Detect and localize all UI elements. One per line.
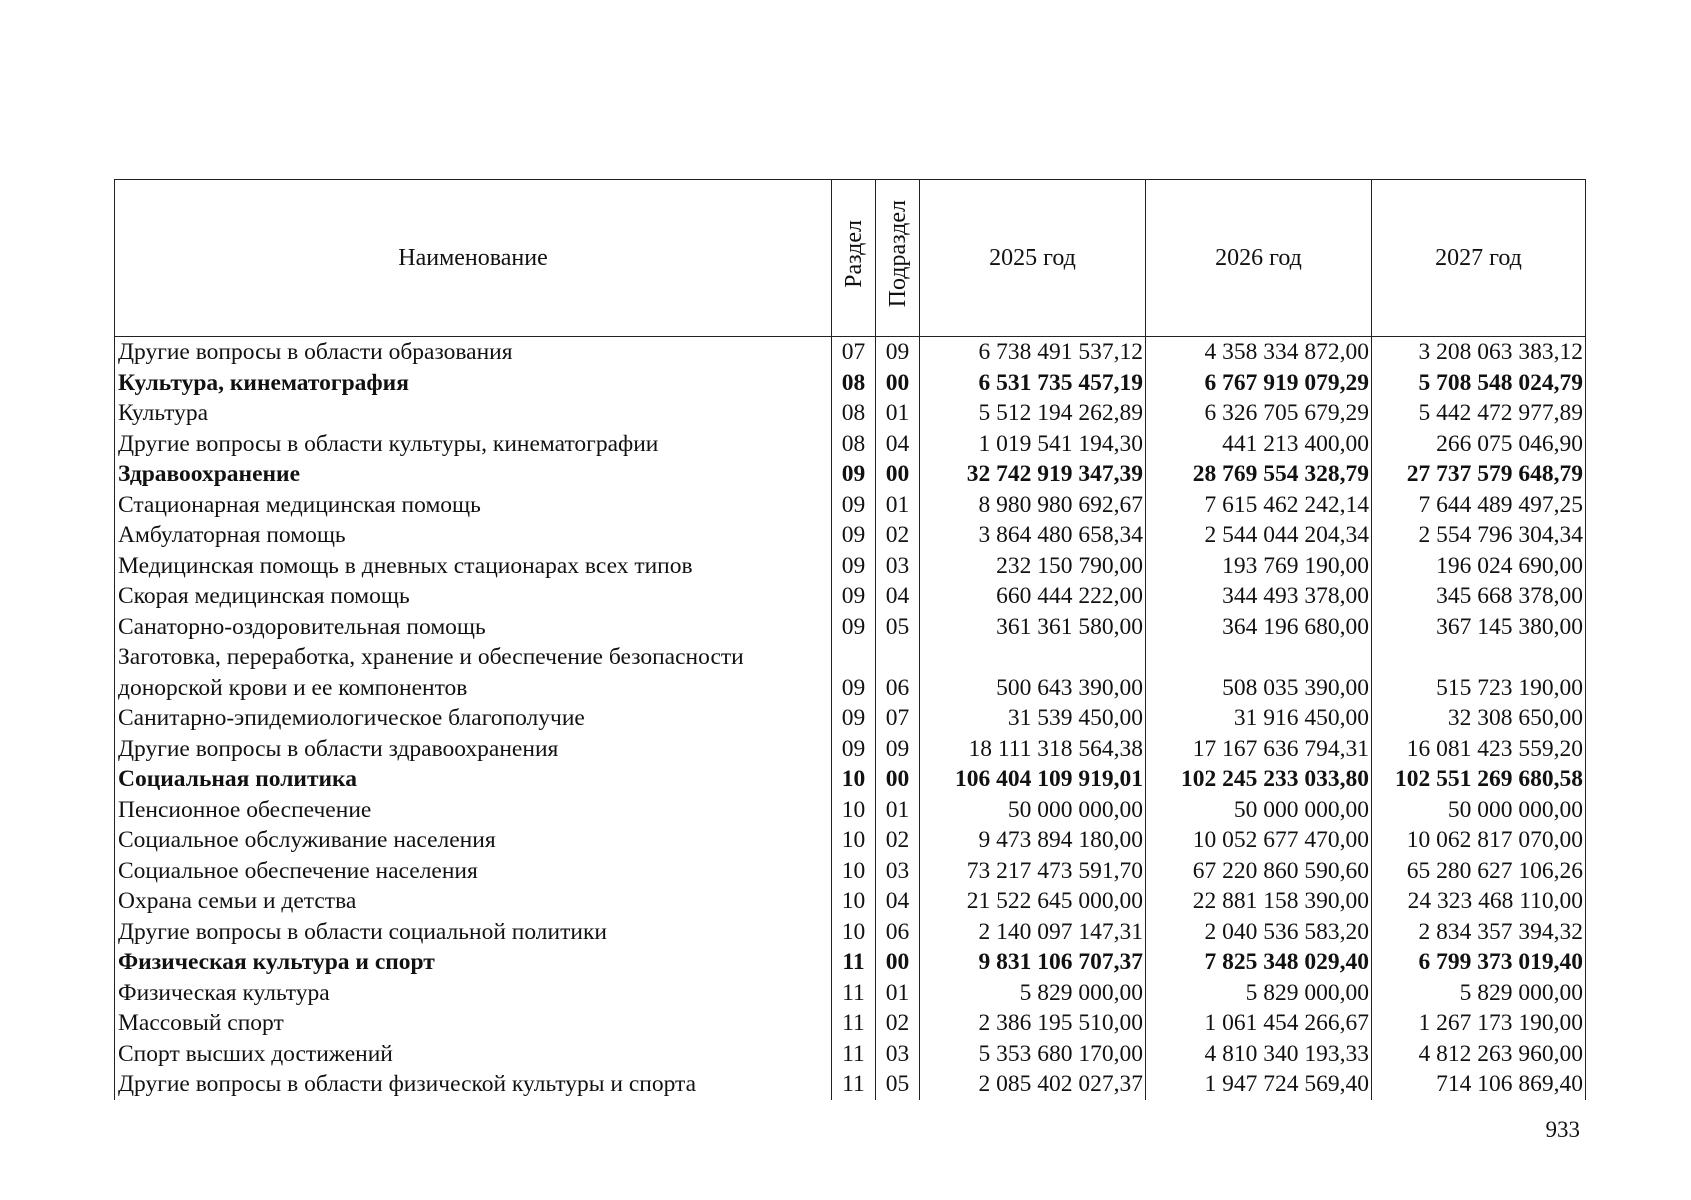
row-name: Социальное обеспечение населения: [115, 856, 832, 887]
row-value-2026: 28 769 554 328,79: [1146, 459, 1372, 490]
row-value-2026: 4 358 334 872,00: [1146, 337, 1372, 368]
table-row: [115, 398, 1586, 429]
row-name: Массовый спорт: [115, 1008, 832, 1039]
row-name: Культура, кинематография: [115, 368, 832, 399]
row-value-2025: 2 386 195 510,00: [920, 1008, 1146, 1039]
row-value-2026: 441 213 400,00: [1146, 429, 1372, 460]
row-podrazdel: 01: [876, 490, 920, 521]
row-value-2026: 364 196 680,00: [1146, 612, 1372, 643]
row-value-2026: 22 881 158 390,00: [1146, 886, 1372, 917]
row-razdel: 10: [832, 886, 876, 917]
page-number: 933: [1545, 1117, 1580, 1142]
row-value-2027: 266 075 046,90: [1372, 429, 1586, 460]
table-row: [115, 825, 1586, 856]
header-name: Наименование: [115, 180, 832, 337]
row-value-2025: 6 531 735 457,19: [920, 368, 1146, 399]
table-row: [115, 917, 1586, 948]
row-razdel: 11: [832, 978, 876, 1009]
row-value-2025: 5 829 000,00: [920, 978, 1146, 1009]
row-name: Физическая культура и спорт: [115, 947, 832, 978]
table-row: [115, 429, 1586, 460]
row-value-2026: 6 767 919 079,29: [1146, 368, 1372, 399]
table-row: [115, 490, 1586, 521]
row-value-2027: 3 208 063 383,12: [1372, 337, 1586, 368]
row-value-2025: 2 140 097 147,31: [920, 917, 1146, 948]
row-name: Социальное обслуживание населения: [115, 825, 832, 856]
row-razdel: 11: [832, 1039, 876, 1070]
row-value-2025: 361 361 580,00: [920, 612, 1146, 643]
row-value-2027: 714 106 869,40: [1372, 1069, 1586, 1100]
row-podrazdel: 00: [876, 459, 920, 490]
table-row: [115, 612, 1586, 643]
row-value-2027: 5 442 472 977,89: [1372, 398, 1586, 429]
table-row: [115, 1069, 1586, 1100]
row-value-2025: 50 000 000,00: [920, 795, 1146, 826]
row-value-2025: 2 085 402 027,37: [920, 1069, 1146, 1100]
row-name: Скорая медицинская помощь: [115, 581, 832, 612]
table-body: [115, 337, 1586, 1100]
row-value-2027: 2 554 796 304,34: [1372, 520, 1586, 551]
row-razdel: 08: [832, 429, 876, 460]
budget-table: [114, 179, 1586, 1100]
table-row: [115, 978, 1586, 1009]
header-year-2026: 2026 год: [1146, 180, 1372, 337]
table-row: [115, 886, 1586, 917]
row-value-2025: [920, 642, 1146, 673]
row-value-2025: 18 111 318 564,38: [920, 734, 1146, 765]
header-year-2027: 2027 год: [1372, 180, 1586, 337]
row-name: Другие вопросы в области здравоохранения: [115, 734, 832, 765]
header-row: [115, 180, 1586, 337]
row-name: Спорт высших достижений: [115, 1039, 832, 1070]
header-razdel: [832, 180, 876, 337]
row-name: Амбулаторная помощь: [115, 520, 832, 551]
row-name: Пенсионное обеспечение: [115, 795, 832, 826]
row-name: Стационарная медицинская помощь: [115, 490, 832, 521]
table-row: [115, 551, 1586, 582]
row-podrazdel: 03: [876, 856, 920, 887]
row-razdel: 10: [832, 856, 876, 887]
row-value-2025: 5 512 194 262,89: [920, 398, 1146, 429]
row-name: донорской крови и ее компонентов: [115, 673, 832, 704]
row-podrazdel: [876, 642, 920, 673]
row-podrazdel: 01: [876, 398, 920, 429]
header-podrazdel-label: Подраздел: [884, 200, 911, 308]
row-razdel: 10: [832, 795, 876, 826]
row-value-2026: 6 326 705 679,29: [1146, 398, 1372, 429]
row-name: Другие вопросы в области образования: [115, 337, 832, 368]
row-value-2025: 9 473 894 180,00: [920, 825, 1146, 856]
table-row: [115, 459, 1586, 490]
row-razdel: [832, 642, 876, 673]
header-year-2025: 2025 год: [920, 180, 1146, 337]
row-value-2025: 6 738 491 537,12: [920, 337, 1146, 368]
table-row: [115, 703, 1586, 734]
row-podrazdel: 00: [876, 764, 920, 795]
row-razdel: 09: [832, 551, 876, 582]
row-podrazdel: 05: [876, 612, 920, 643]
row-podrazdel: 04: [876, 429, 920, 460]
row-value-2025: 21 522 645 000,00: [920, 886, 1146, 917]
table-row: [115, 673, 1586, 704]
row-name: Санитарно-эпидемиологическое благополучие: [115, 703, 832, 734]
row-value-2026: 17 167 636 794,31: [1146, 734, 1372, 765]
row-value-2026: 7 615 462 242,14: [1146, 490, 1372, 521]
row-name: Охрана семьи и детства: [115, 886, 832, 917]
row-value-2026: 1 947 724 569,40: [1146, 1069, 1372, 1100]
row-razdel: 10: [832, 764, 876, 795]
table-row: [115, 734, 1586, 765]
row-name: Санаторно-оздоровительная помощь: [115, 612, 832, 643]
row-podrazdel: 09: [876, 734, 920, 765]
row-podrazdel: 04: [876, 886, 920, 917]
row-name: Культура: [115, 398, 832, 429]
row-podrazdel: 02: [876, 1008, 920, 1039]
row-value-2027: 367 145 380,00: [1372, 612, 1586, 643]
row-value-2027: 32 308 650,00: [1372, 703, 1586, 734]
row-podrazdel: 06: [876, 673, 920, 704]
row-value-2026: 344 493 378,00: [1146, 581, 1372, 612]
row-value-2026: 2 544 044 204,34: [1146, 520, 1372, 551]
row-razdel: 11: [832, 1069, 876, 1100]
row-podrazdel: 09: [876, 337, 920, 368]
row-podrazdel: 02: [876, 825, 920, 856]
row-value-2026: [1146, 642, 1372, 673]
row-value-2025: 1 019 541 194,30: [920, 429, 1146, 460]
row-podrazdel: 02: [876, 520, 920, 551]
row-podrazdel: 01: [876, 978, 920, 1009]
header-podrazdel: [876, 180, 920, 337]
row-value-2027: 50 000 000,00: [1372, 795, 1586, 826]
header-razdel-label: Раздел: [840, 220, 867, 288]
row-value-2025: 8 980 980 692,67: [920, 490, 1146, 521]
table-row: [115, 581, 1586, 612]
row-razdel: 09: [832, 581, 876, 612]
row-value-2027: 7 644 489 497,25: [1372, 490, 1586, 521]
row-razdel: 09: [832, 734, 876, 765]
row-podrazdel: 07: [876, 703, 920, 734]
row-razdel: 09: [832, 612, 876, 643]
row-razdel: 10: [832, 825, 876, 856]
row-value-2027: 102 551 269 680,58: [1372, 764, 1586, 795]
row-value-2027: [1372, 642, 1586, 673]
table-row: [115, 520, 1586, 551]
row-razdel: 07: [832, 337, 876, 368]
row-razdel: 09: [832, 490, 876, 521]
row-name: Здравоохранение: [115, 459, 832, 490]
row-value-2026: 102 245 233 033,80: [1146, 764, 1372, 795]
table-header: [115, 180, 1586, 337]
row-value-2025: 9 831 106 707,37: [920, 947, 1146, 978]
row-value-2026: 5 829 000,00: [1146, 978, 1372, 1009]
row-podrazdel: 00: [876, 368, 920, 399]
row-value-2027: 6 799 373 019,40: [1372, 947, 1586, 978]
row-name: Другие вопросы в области социальной политики: [115, 917, 832, 948]
row-value-2027: 16 081 423 559,20: [1372, 734, 1586, 765]
row-value-2026: 67 220 860 590,60: [1146, 856, 1372, 887]
row-razdel: 08: [832, 398, 876, 429]
row-podrazdel: 00: [876, 947, 920, 978]
row-razdel: 09: [832, 673, 876, 704]
row-value-2025: 31 539 450,00: [920, 703, 1146, 734]
row-name: Другие вопросы в области физической культуры и спорта: [115, 1069, 832, 1100]
table-row: [115, 947, 1586, 978]
row-value-2026: 2 040 536 583,20: [1146, 917, 1372, 948]
table-row: [115, 1008, 1586, 1039]
row-value-2027: 5 829 000,00: [1372, 978, 1586, 1009]
row-podrazdel: 04: [876, 581, 920, 612]
row-razdel: 09: [832, 703, 876, 734]
row-value-2027: 4 812 263 960,00: [1372, 1039, 1586, 1070]
row-value-2026: 508 035 390,00: [1146, 673, 1372, 704]
row-value-2027: 345 668 378,00: [1372, 581, 1586, 612]
row-razdel: 10: [832, 917, 876, 948]
row-podrazdel: 03: [876, 551, 920, 582]
row-value-2025: 32 742 919 347,39: [920, 459, 1146, 490]
row-name: Физическая культура: [115, 978, 832, 1009]
row-value-2026: 10 052 677 470,00: [1146, 825, 1372, 856]
row-value-2025: 73 217 473 591,70: [920, 856, 1146, 887]
row-podrazdel: 06: [876, 917, 920, 948]
row-name: Другие вопросы в области культуры, кинематографии: [115, 429, 832, 460]
row-value-2027: 10 062 817 070,00: [1372, 825, 1586, 856]
row-podrazdel: 03: [876, 1039, 920, 1070]
row-value-2026: 1 061 454 266,67: [1146, 1008, 1372, 1039]
row-value-2027: 27 737 579 648,79: [1372, 459, 1586, 490]
row-value-2025: 232 150 790,00: [920, 551, 1146, 582]
row-value-2026: 31 916 450,00: [1146, 703, 1372, 734]
row-value-2026: 193 769 190,00: [1146, 551, 1372, 582]
row-razdel: 11: [832, 947, 876, 978]
row-value-2026: 7 825 348 029,40: [1146, 947, 1372, 978]
row-value-2025: 500 643 390,00: [920, 673, 1146, 704]
table-row: [115, 642, 1586, 673]
row-name: Заготовка, переработка, хранение и обеспечение безопасности: [115, 642, 832, 673]
row-podrazdel: 05: [876, 1069, 920, 1100]
row-value-2026: 4 810 340 193,33: [1146, 1039, 1372, 1070]
row-value-2027: 24 323 468 110,00: [1372, 886, 1586, 917]
row-value-2026: 50 000 000,00: [1146, 795, 1372, 826]
table-row: [115, 856, 1586, 887]
table-row: [115, 337, 1586, 368]
row-value-2027: 2 834 357 394,32: [1372, 917, 1586, 948]
row-name: Медицинская помощь в дневных стационарах всех типов: [115, 551, 832, 582]
row-value-2027: 1 267 173 190,00: [1372, 1008, 1586, 1039]
row-value-2025: 660 444 222,00: [920, 581, 1146, 612]
table-row: [115, 764, 1586, 795]
row-value-2025: 106 404 109 919,01: [920, 764, 1146, 795]
table-row: [115, 368, 1586, 399]
row-razdel: 09: [832, 459, 876, 490]
row-podrazdel: 01: [876, 795, 920, 826]
row-name: Социальная политика: [115, 764, 832, 795]
row-razdel: 09: [832, 520, 876, 551]
row-value-2025: 3 864 480 658,34: [920, 520, 1146, 551]
row-value-2027: 515 723 190,00: [1372, 673, 1586, 704]
row-value-2027: 196 024 690,00: [1372, 551, 1586, 582]
row-razdel: 11: [832, 1008, 876, 1039]
row-value-2025: 5 353 680 170,00: [920, 1039, 1146, 1070]
table-row: [115, 795, 1586, 826]
row-razdel: 08: [832, 368, 876, 399]
row-value-2027: 65 280 627 106,26: [1372, 856, 1586, 887]
row-value-2027: 5 708 548 024,79: [1372, 368, 1586, 399]
table-row: [115, 1039, 1586, 1070]
